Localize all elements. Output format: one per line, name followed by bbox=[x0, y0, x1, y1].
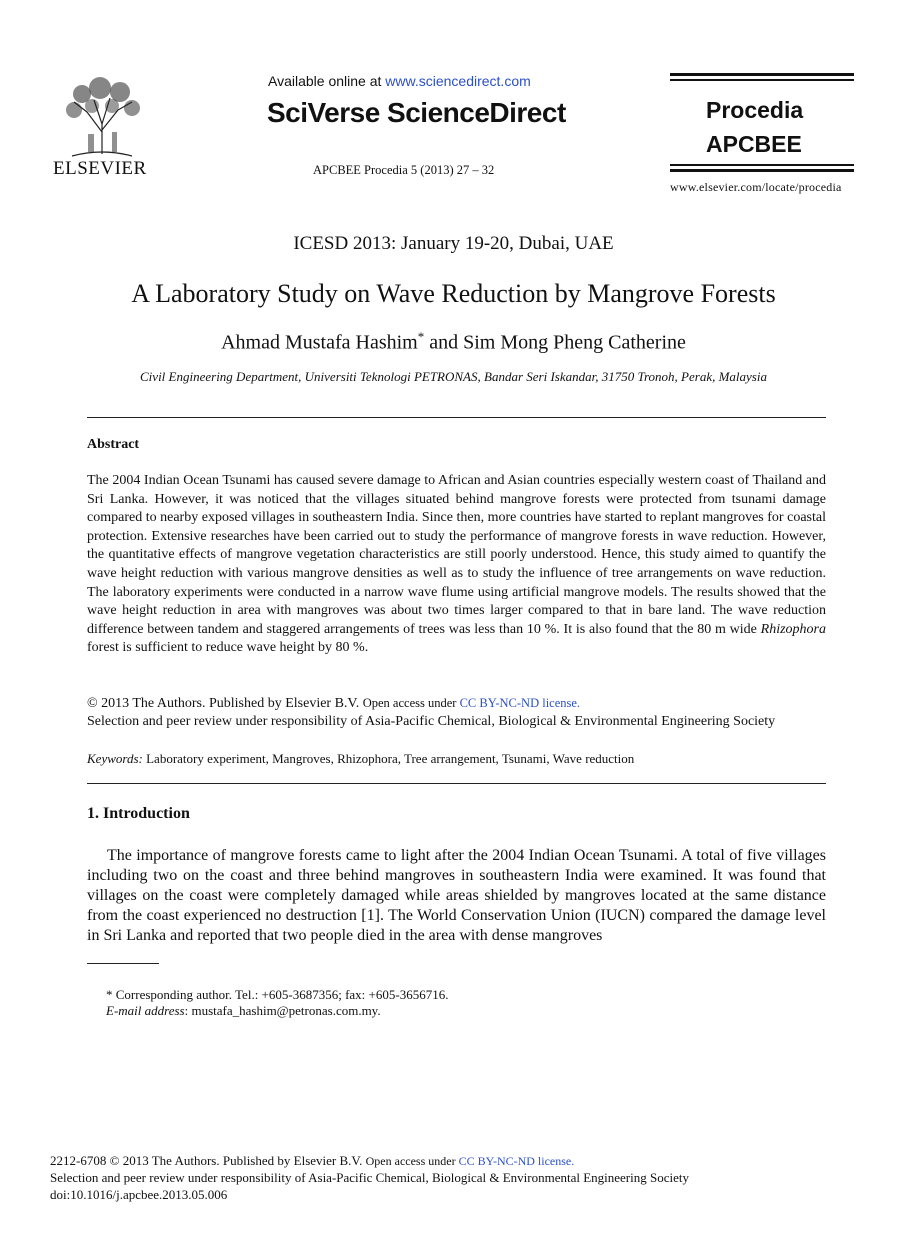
journal-banner-title bbox=[706, 93, 803, 161]
keywords-list: Laboratory experiment, Mangroves, Rhizophora, Tree arrangement, Tsunami, Wave reduction bbox=[142, 751, 635, 766]
keywords-line bbox=[87, 751, 634, 767]
keywords-label: Keywords: bbox=[87, 751, 143, 766]
authors-line bbox=[0, 329, 907, 355]
email-address: : mustafa_hashim@petronas.com.my. bbox=[184, 1003, 381, 1018]
footnote-divider bbox=[87, 963, 159, 964]
available-online-line bbox=[268, 73, 531, 89]
top-divider bbox=[87, 417, 826, 418]
abstract-text-italic: Rhizophora bbox=[760, 621, 826, 637]
affiliation: Civil Engineering Department, Universiti Teknologi PETRONAS, Bandar Seri Iskandar, 31750 Tronoh, Perak, Malaysia bbox=[140, 369, 767, 384]
introduction-body: The importance of mangrove forests came to light after the 2004 Indian Ocean Tsunami. A total of five villages including two on the coast and three behind mangroves in southeastern India were examined. It was found that villages on the coast were completely damaged while areas shielded by mangroves located at the same distance from the coast experienced no destruction [1]. The World Conservation Union (IUCN) compared the damage level in Sri Lanka and reported that two people died in the area with dense mangroves bbox=[87, 847, 826, 944]
license-link[interactable]: CC BY-NC-ND license. bbox=[459, 696, 581, 710]
footnote-email bbox=[106, 1003, 381, 1019]
journal-url[interactable]: www.elsevier.com/locate/procedia bbox=[670, 180, 842, 194]
available-prefix: Available online at bbox=[268, 73, 386, 89]
copyright-text: © 2013 The Authors. Published by Elsevier B.V. bbox=[87, 696, 363, 711]
footer-license-link[interactable]: CC BY-NC-ND license. bbox=[458, 1154, 575, 1168]
footer-open-access: Open access under bbox=[365, 1154, 459, 1168]
footer-issn-copyright: 2212-6708 © 2013 The Authors. Published by Elsevier B.V. bbox=[50, 1153, 366, 1168]
conference-line: ICESD 2013: January 19-20, Dubai, UAE bbox=[293, 233, 614, 254]
author-rest: and Sim Mong Pheng Catherine bbox=[424, 331, 686, 354]
open-access-text: Open access under bbox=[362, 696, 460, 710]
review-line: Selection and peer review under responsibility of Asia-Pacific Chemical, Biological & Environmental Engineering Society bbox=[87, 714, 776, 729]
corresponding-mark[interactable]: * bbox=[417, 329, 425, 344]
abstract-text-main: The 2004 Indian Ocean Tsunami has caused severe damage to African and Asian countries especially western coast of Thailand and Sri Lanka. However, it was noticed that the villages situated behind mangrove forests were protected from tsunami damage compared to nearby exposed villages in southeastern India. Since then, more countries have started to replant mangroves for coastal protection. Extensive researches have been carried out to study the performance of mangrove forests in wave reduction. However, the quantitative effects of mangrove vegetation characteristics are still poorly understood. Hence, this study aimed to quantify the wave height reduction with various mangrove densities as well as to study the influence of tree arrangements on wave reduction. The laboratory experiments were conducted in a narrow wave flume using artificial mangrove models. The results showed that the wave height reduction in area with mangroves was about two times larger compared to that in bare land. The wave reduction difference between tandem and staggered arrangements of trees was less than 10 %. It is also found that the 80 m wide bbox=[87, 473, 826, 637]
abstract-divider bbox=[87, 783, 826, 784]
footer-review: Selection and peer review under responsibility of Asia-Pacific Chemical, Biological & Environmental Engineering Society bbox=[50, 1170, 689, 1185]
copyright-line bbox=[87, 696, 580, 712]
paper-title: A Laboratory Study on Wave Reduction by Mangrove Forests bbox=[131, 279, 776, 308]
abstract-text-end: forest is sufficient to reduce wave height by 80 %. bbox=[87, 640, 369, 656]
footer-doi[interactable]: doi:10.1016/j.apcbee.2013.05.006 bbox=[50, 1187, 228, 1202]
footnote-corresponding: * Corresponding author. Tel.: +605-3687356; fax: +605-3656716. bbox=[106, 987, 449, 1002]
sciencedirect-link[interactable]: www.sciencedirect.com bbox=[385, 73, 531, 89]
author-first: Ahmad Mustafa Hashim bbox=[221, 331, 418, 354]
email-label: E-mail address bbox=[106, 1003, 185, 1018]
publisher-wordmark: ELSEVIER bbox=[53, 158, 147, 179]
platform-name: SciVerse ScienceDirect bbox=[267, 97, 566, 128]
journal-reference: APCBEE Procedia 5 (2013) 27 – 32 bbox=[313, 163, 495, 177]
footer-copyright bbox=[50, 1153, 574, 1169]
journal-name-line1: Procedia bbox=[706, 97, 804, 123]
abstract-body bbox=[87, 472, 826, 658]
journal-name-line2: APCBEE bbox=[706, 131, 802, 157]
section-heading-introduction: 1. Introduction bbox=[87, 805, 190, 822]
abstract-heading: Abstract bbox=[87, 437, 140, 452]
